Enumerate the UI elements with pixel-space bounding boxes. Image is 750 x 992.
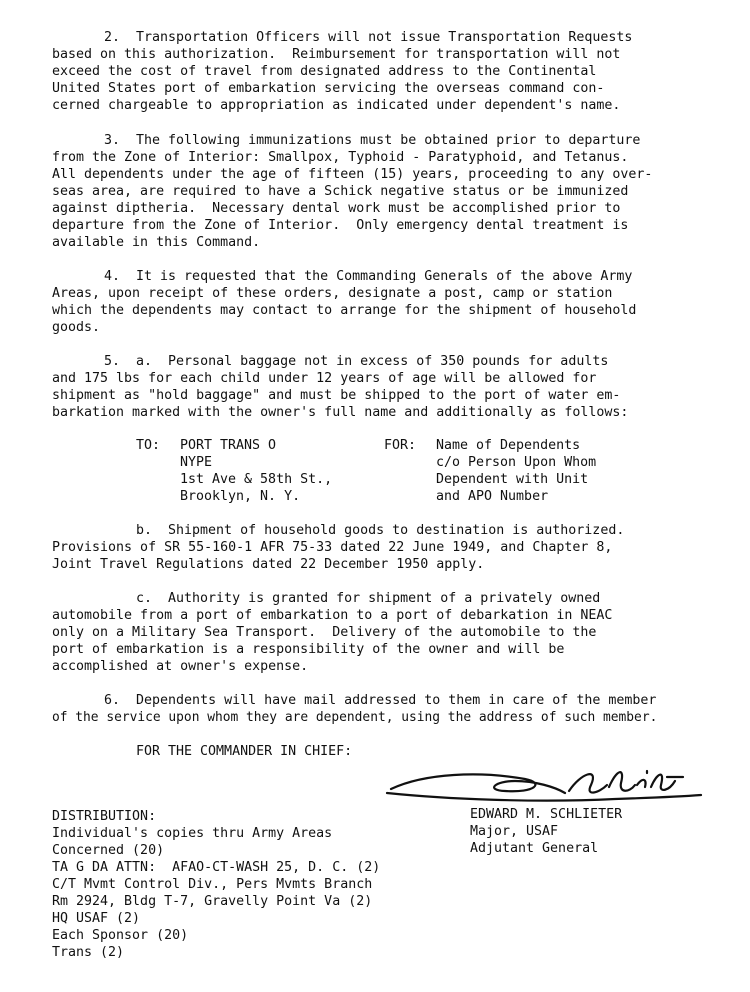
distribution-line-6: HQ USAF (2) — [52, 911, 141, 926]
para5b-line-3: Joint Travel Regulations dated 22 December 1950 apply. — [52, 557, 485, 572]
signer-rank: Major, USAF — [470, 824, 559, 839]
for-line-2: c/o Person Upon Whom — [436, 455, 597, 470]
para5a-line-3: shipment as "hold baggage" and must be shipped to the port of water em- — [52, 388, 621, 403]
para3-line-1: 3. The following immunizations must be obtained prior to departure — [104, 133, 641, 148]
para6-line-1: 6. Dependents will have mail addressed to them in care of the member — [104, 693, 657, 708]
para3-line-6: departure from the Zone of Interior. Only emergency dental treatment is — [52, 218, 629, 233]
distribution-line-7: Each Sponsor (20) — [52, 928, 189, 943]
for-line-3: Dependent with Unit — [436, 472, 589, 487]
para2-line-5: cerned chargeable to appropriation as indicated under dependent's name. — [52, 98, 621, 113]
para2-line-2: based on this authorization. Reimbursement for transportation will not — [52, 47, 621, 62]
distribution-line-4: C/T Mvmt Control Div., Pers Mvmts Branch — [52, 877, 373, 892]
para4-line-4: goods. — [52, 320, 101, 335]
para5b-line-1: b. Shipment of household goods to destination is authorized. — [136, 523, 625, 538]
for-label: FOR: — [384, 438, 417, 453]
para6-line-2: of the service upon whom they are dependent, using the address of such member. — [52, 710, 658, 725]
to-line-4: Brooklyn, N. Y. — [180, 489, 301, 504]
para3-line-7: available in this Command. — [52, 235, 261, 250]
signer-name: EDWARD M. SCHLIETER — [470, 807, 623, 822]
para2-line-3: exceed the cost of travel from designated address to the Continental — [52, 64, 597, 79]
para4-line-3: which the dependents may contact to arrange for the shipment of household — [52, 303, 637, 318]
distribution-line-1: Individual's copies thru Army Areas — [52, 826, 333, 841]
para5c-line-4: port of embarkation is a responsibility of the owner and will be — [52, 642, 565, 657]
para2-line-1: 2. Transportation Officers will not issue Transportation Requests — [104, 30, 633, 45]
handwritten-signature — [385, 763, 705, 809]
distribution-line-3: TA G DA ATTN: AFAO-CT-WASH 25, D. C. (2) — [52, 860, 381, 875]
to-line-1: PORT TRANS O — [180, 438, 277, 453]
para3-line-2: from the Zone of Interior: Smallpox, Typhoid - Paratyphoid, and Tetanus. — [52, 150, 629, 165]
para3-line-4: seas area, are required to have a Schick negative status or be immunized — [52, 184, 629, 199]
distribution-heading: DISTRIBUTION: — [52, 809, 157, 824]
distribution-line-2: Concerned (20) — [52, 843, 165, 858]
para5b-line-2: Provisions of SR 55-160-1 AFR 75-33 dated 22 June 1949, and Chapter 8, — [52, 540, 613, 555]
para5c-line-2: automobile from a port of embarkation to a port of debarkation in NEAC — [52, 608, 613, 623]
to-label: TO: — [136, 438, 161, 453]
para5a-line-2: and 175 lbs for each child under 12 years of age will be allowed for — [52, 371, 597, 386]
para3-line-5: against diptheria. Necessary dental work must be accomplished prior to — [52, 201, 621, 216]
distribution-line-8: Trans (2) — [52, 945, 125, 960]
for-line-1: Name of Dependents — [436, 438, 581, 453]
para5a-line-1: 5. a. Personal baggage not in excess of 350 pounds for adults — [104, 354, 609, 369]
para3-line-3: All dependents under the age of fifteen (15) years, proceeding to any over- — [52, 167, 653, 182]
to-line-3: 1st Ave & 58th St., — [180, 472, 333, 487]
para2-line-4: United States port of embarkation servicing the overseas command con- — [52, 81, 605, 96]
para4-line-2: Areas, upon receipt of these orders, designate a post, camp or station — [52, 286, 613, 301]
para5c-line-5: accomplished at owner's expense. — [52, 659, 309, 674]
to-line-2: NYPE — [180, 455, 213, 470]
para4-line-1: 4. It is requested that the Commanding Generals of the above Army — [104, 269, 633, 284]
para5c-line-3: only on a Military Sea Transport. Delivery of the automobile to the — [52, 625, 597, 640]
distribution-line-5: Rm 2924, Bldg T-7, Gravelly Point Va (2) — [52, 894, 373, 909]
for-line-4: and APO Number — [436, 489, 549, 504]
signer-title: Adjutant General — [470, 841, 599, 856]
closing-line: FOR THE COMMANDER IN CHIEF: — [136, 744, 353, 759]
para5c-line-1: c. Authority is granted for shipment of a privately owned — [136, 591, 601, 606]
para5a-line-4: barkation marked with the owner's full name and additionally as follows: — [52, 405, 629, 420]
